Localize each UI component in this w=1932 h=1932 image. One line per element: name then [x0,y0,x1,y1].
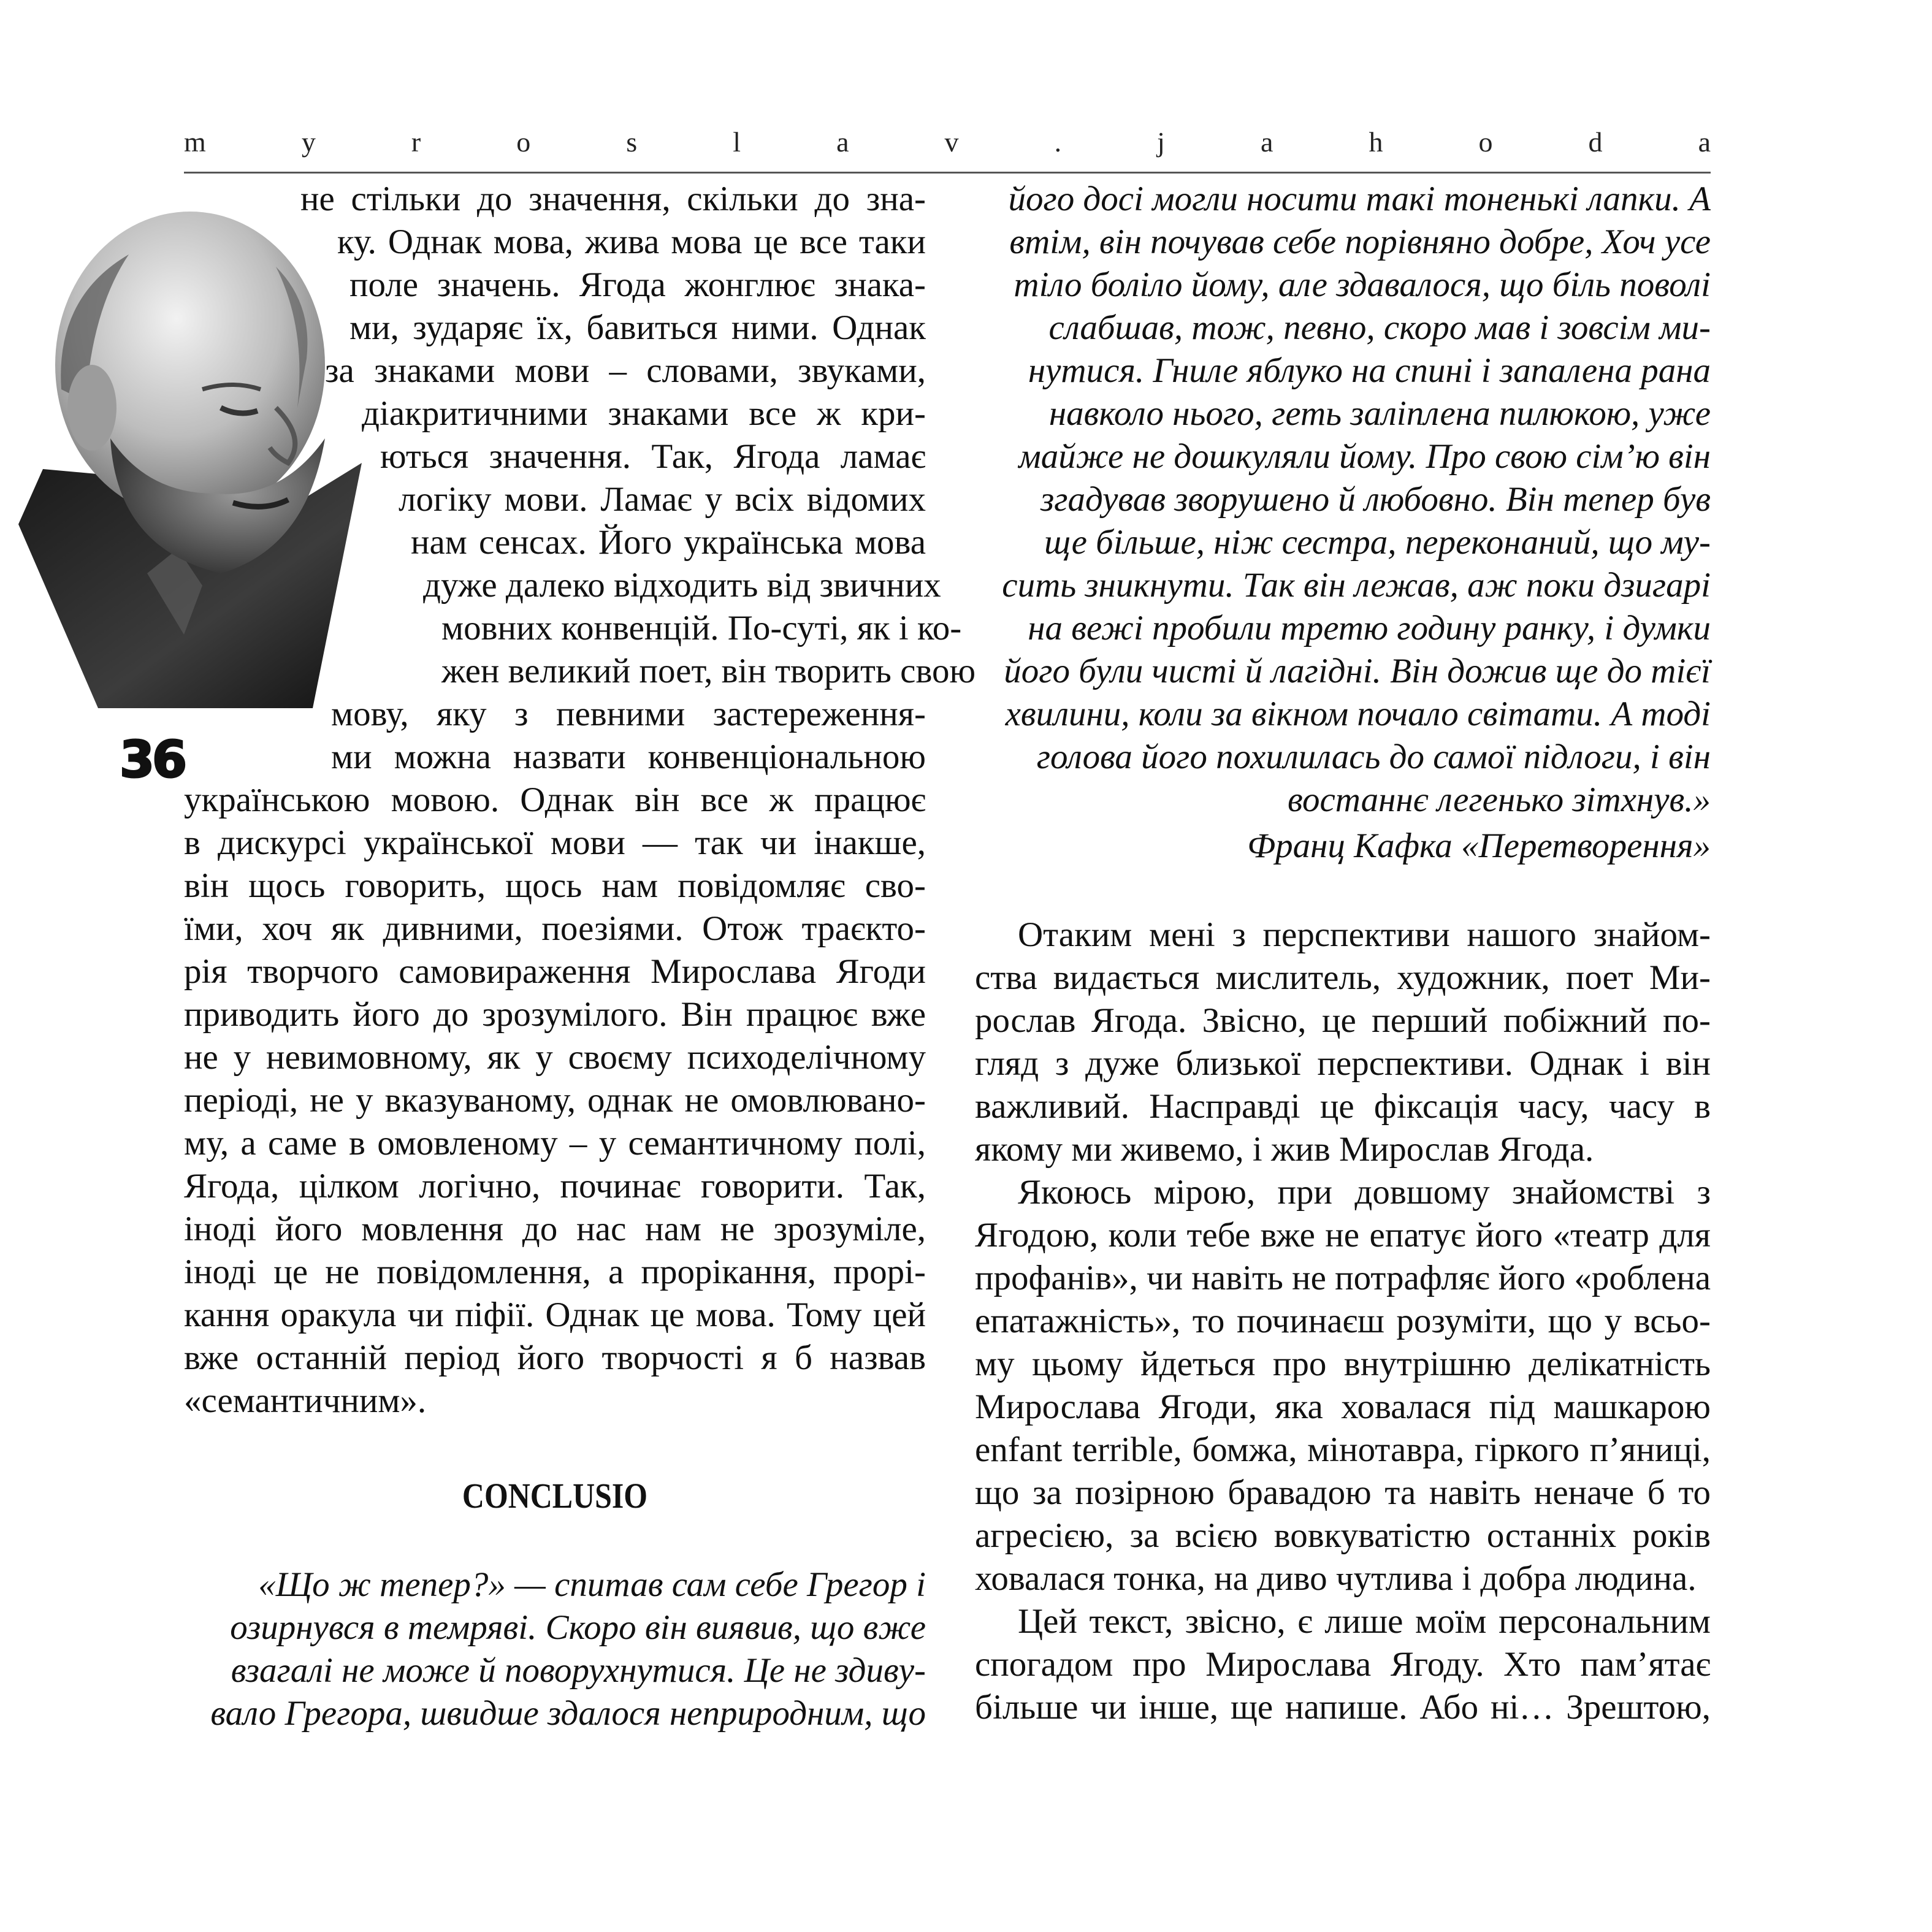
body-text-line: не стільки до значення, скільки до зна- [300,180,926,218]
body-text-line: періоді, не у вказуваному, однак не омовлювано- [184,1081,926,1120]
quote-line: нутися. Гниле яблуко на спині і запалена рана [1028,351,1711,390]
body-text-line: дуже далеко відходить від звичних [423,566,941,605]
header-letter: o [1478,126,1493,158]
quote-line: «Що ж тепер?» — спитав сам себе Грегор і [258,1565,926,1604]
body-text-line: ховалася тонка, на диво чутлива і добра людина. [975,1559,1697,1598]
quote-attribution-block [975,825,1711,868]
quote-attribution: Франц Кафка «Перетворення» [1247,827,1711,865]
quote-line: на вежі пробили третю годину ранку, і думки [1028,609,1711,647]
body-text-line: спогадом про Мирослава Ягоду. Хто пам’ятає [975,1645,1711,1684]
quote-line: востаннє легенько зітхнув.» [1288,781,1711,819]
body-text-line: «семантичним». [184,1381,427,1420]
header-letter: s [626,126,638,158]
body-text-line: важливий. Насправді це фіксація часу, часу в [975,1087,1711,1126]
body-text-line: він щось говорить, щось нам повідомляє сво- [184,866,926,905]
body-text-line: іноді його мовлення до нас нам не зрозуміле, [184,1210,926,1248]
body-text-line: мову, яку з певними застереження- [331,695,926,733]
quote-line: сить зникнути. Так він лежав, аж поки дзигарі [1002,566,1711,605]
body-text-line: Ягодою, коли тебе вже не епатує його «театр для [975,1216,1711,1254]
body-text-line: enfant terrible, бомжа, мінотавра, гіркого п’яниці, [975,1430,1711,1469]
body-text-line: Ягода, цілком логічно, починає говорити. Так, [184,1167,926,1205]
header-letter: a [1260,126,1273,158]
body-text-line: іноді це не повідомлення, а прорікання, прорі- [184,1253,926,1291]
quote-line: навколо нього, геть заліплена пилюкою, уже [1048,394,1711,433]
quote-line: хвилини, коли за вікном почало світати. А тоді [1005,695,1711,733]
section-heading: CONCLUSIO [462,1476,648,1516]
body-text-line: му, а саме в омовленому – у семантичному полі, [184,1124,926,1163]
body-text-line: вже останній період його творчості я б назвав [184,1338,926,1377]
quote-line: взагалі не може й поворухнутися. Це не здиву- [231,1651,926,1690]
kafka-quote-continuation [975,178,1711,822]
body-text-line: Отаким мені з перспективи нашого знайом- [1018,915,1711,954]
quote-line: його були чисті й лагідні. Він дожив ще до тієї [1004,652,1711,690]
header-rule [184,172,1711,174]
body-text-line: не у невимовному, як у своєму психоделічному [184,1038,926,1077]
body-text-line: кання оракула чи піфії. Однак це мова. Тому цей [184,1296,926,1334]
body-text-line: рія творчого самовираження Мирослава Ягоди [184,952,926,991]
quote-line: ще більше, ніж сестра, переконаний, що му- [1044,523,1711,562]
quote-line: майже не дошкуляли йому. Про свою сім’ю він [1018,437,1711,476]
header-letter: v [944,126,959,158]
body-text-line: більше чи інше, ще напише. Або ні… Зрештою, [975,1688,1711,1727]
body-text-line: профанів», чи навіть не потрафляє його «роблена [975,1259,1711,1297]
body-text-line: ми, зударяє їх, бавиться ними. Однак [349,308,926,347]
body-text-line: їми, хоч як дивними, поезіями. Отож траєкто- [184,909,926,948]
body-text-line: в дискурсі української мови — так чи інакше, [184,823,926,862]
body-text-line: ми можна назвати конвенціональною [331,738,926,776]
header-letter: j [1157,126,1165,158]
running-header [184,123,1711,161]
quote-line: слабшав, тож, певно, скоро мав і зовсім ми- [1048,308,1711,347]
quote-line: його досі могли носити такі тоненькі лапки. А [1008,180,1711,218]
quote-line: вало Грегора, швидше здалося неприродним, що [210,1694,926,1733]
body-text-line: гляд з дуже близької перспективи. Однак і він [975,1044,1711,1083]
body-text-line: Цей текст, звісно, є лише моїм персональним [1018,1602,1711,1641]
header-letter: a [836,126,849,158]
body-text-line: ку. Однак мова, жива мова це все таки [337,223,926,261]
body-text-line: жен великий поет, він творить свою [441,652,976,690]
body-text-line: ються значення. Так, Ягода ламає [380,437,926,476]
body-text-line: Мирослава Ягоди, яка ховалася під машкарою [975,1388,1711,1426]
body-text-line: якому ми живемо, і жив Мирослав Ягода. [975,1130,1594,1169]
quote-line: згадував зворушено й любовно. Він тепер був [1040,480,1711,519]
header-letter: y [301,126,316,158]
header-letter: d [1588,126,1603,158]
header-letter: m [184,126,206,158]
body-text-line: приводить його до зрозумілого. Він працює вже [184,995,926,1034]
right-column-body [975,914,1711,1729]
header-letter: . [1054,126,1062,158]
quote-line: втім, він почував себе порівняно добре, Хоч усе [1009,223,1711,261]
page-number: 36 [120,731,185,789]
header-letter: a [1698,126,1711,158]
body-text-line: рослав Ягода. Звісно, це перший побіжний по- [975,1001,1711,1040]
body-text-line: нам сенсах. Його українська мова [411,523,926,562]
kafka-quote-start [184,1564,926,1735]
body-text-line: епатажність», то починаєш розуміти, що у всьо- [975,1302,1711,1340]
header-letter: l [733,126,741,158]
quote-line: озирнувся в темряві. Скоро він виявив, що вже [230,1608,926,1647]
header-letter: r [411,126,421,158]
body-text-line: поле значень. Ягода жонглює знака- [349,265,926,304]
body-text-line: мовних конвенцій. По-суті, як і ко- [441,609,962,647]
body-text-line: ства видається мислитель, художник, поет Ми- [975,958,1711,997]
body-text-line: за знаками мови – словами, звуками, [325,351,926,390]
body-text-line: Якоюсь мірою, при довшому знайомстві з [1018,1173,1711,1212]
body-text-line: діакритичними знаками все ж кри- [362,394,926,433]
body-text-line: українською мовою. Однак він все ж працює [184,781,926,819]
quote-line: голова його похилилась до самої підлоги, і він [1036,738,1711,776]
body-text-line: що за позірною бравадою та навіть неначе б то [975,1473,1711,1512]
body-text-line: агресією, за всією вовкуватістю останніх років [975,1516,1711,1555]
header-letter: h [1369,126,1383,158]
header-letter: o [516,126,531,158]
body-text-line: логіку мови. Ламає у всіх відомих [399,480,926,519]
quote-line: тіло боліло йому, але здавалося, що біль поволі [1014,265,1711,304]
left-column [184,178,976,1422]
body-text-line: му цьому йдеться про внутрішню делікатність [975,1345,1711,1383]
